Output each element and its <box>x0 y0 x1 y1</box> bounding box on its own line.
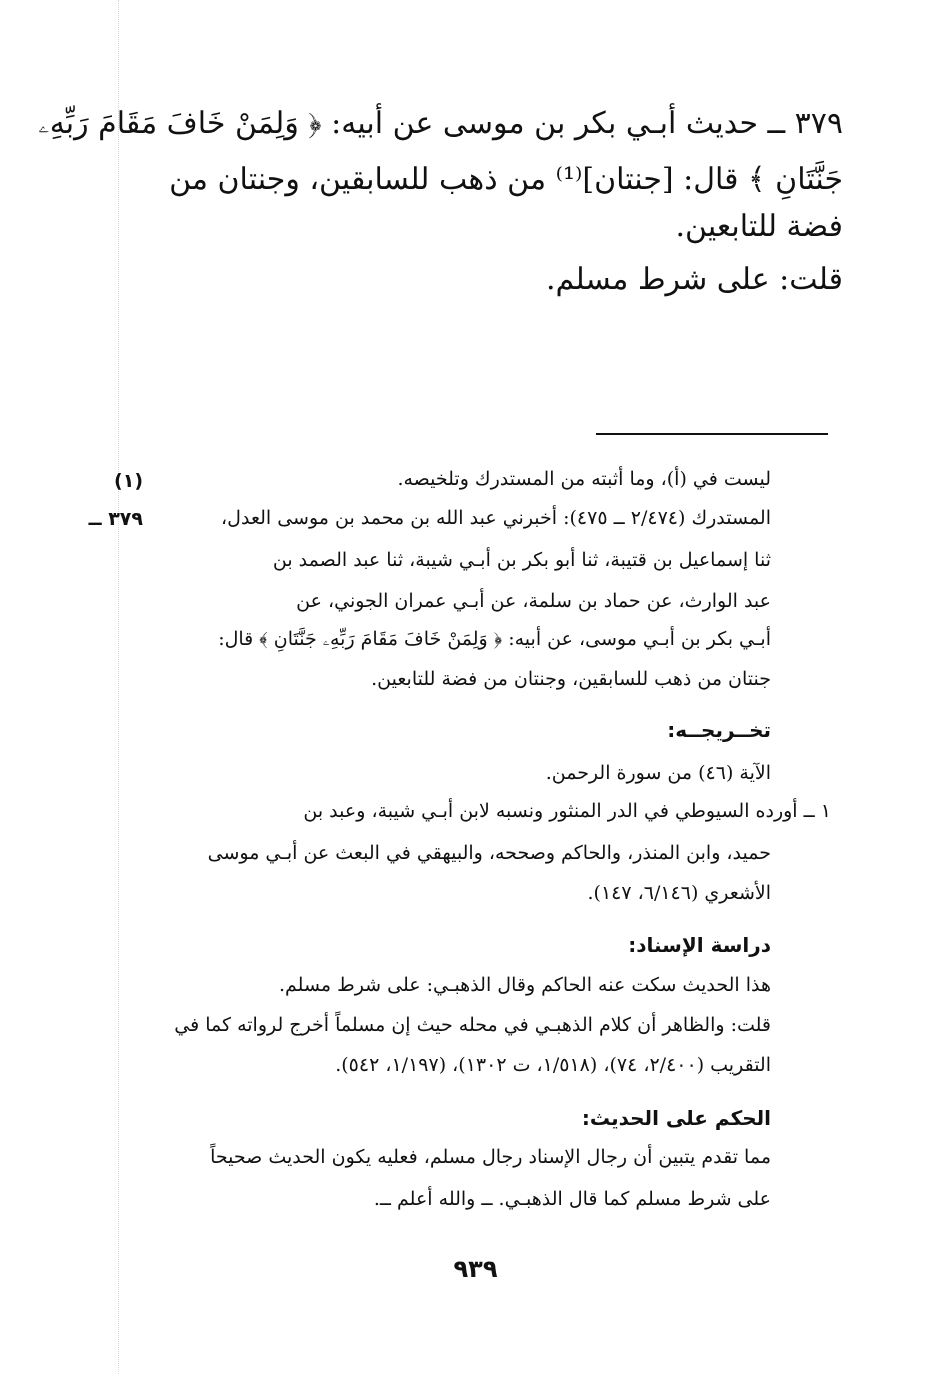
footnote-separator <box>596 433 828 435</box>
hukm-line: مما تقدم يتبين أن رجال الإسناد رجال مسلم، فعليه يكون الحديث صحيحاً <box>210 1146 771 1168</box>
isnad-heading: دراسة الإسناد: <box>628 933 771 957</box>
footnote-379-line: أبـي بكر بن أبـي موسى، عن أبيه: ﴿ وَلِمَنْ خَافَ مَقَامَ رَبِّهِۦ جَنَّتَانِ ﴾ قال: <box>218 628 771 650</box>
takhrij-line: حميد، وابن المنذر، والحاكم وصححه، والبيهقي في البعث عن أبـي موسى <box>207 842 771 864</box>
footnote-379-line: ثنا إسماعيل بن قتيبة، ثنا أبو بكر بن أبـي شيبة، ثنا عبد الصمد بن <box>272 549 771 571</box>
takhrij-line: الآية (٤٦) من سورة الرحمن. <box>545 762 771 784</box>
footnote-379-line: المستدرك (٢/٤٧٤ ــ ٤٧٥): أخبرني عبد الله بن محمد بن موسى العدل، <box>221 507 771 529</box>
main-text-line-3: فضة للتابعين. <box>675 209 843 244</box>
footnote-379-label: ٣٧٩ ــ <box>88 508 143 530</box>
footnote-1-text: ليست في (أ)، وما أثبته من المستدرك وتلخيصه. <box>397 468 771 490</box>
takhrij-line: الأشعري (٦/١٤٦، ١٤٧). <box>587 882 771 904</box>
scan-margin-line <box>118 0 119 1374</box>
takhrij-line: ١ ــ أورده السيوطي في الدر المنثور ونسبه لابن أبـي شيبة، وعبد بن <box>303 800 831 822</box>
isnad-line: التقريب (٢/٤٠٠، ٧٤)، (١/٥١٨، ت ١٣٠٢)، (١/١٩٧، ٥٤٢). <box>335 1054 771 1076</box>
hukm-line: على شرط مسلم كما قال الذهبـي. ــ والله أعلم ــ. <box>373 1188 771 1210</box>
footnote-1-label: (١) <box>114 470 143 492</box>
isnad-line: قلت: والظاهر أن كلام الذهبـي في محله حيث إن مسلماً أخرج لرواته كما في <box>174 1014 771 1036</box>
takhrij-heading: تخــريجــه: <box>667 718 771 742</box>
isnad-line: هذا الحديث سكت عنه الحاكم وقال الذهبـي: على شرط مسلم. <box>278 974 771 996</box>
page-number: ٩٣٩ <box>453 1255 498 1283</box>
hukm-heading: الحكم على الحديث: <box>581 1106 771 1130</box>
footnote-379-line: جنتان من ذهب للسابقين، وجنتان من فضة للتابعين. <box>371 668 771 690</box>
footnote-379-line: عبد الوارث، عن حماد بن سلمة، عن أبـي عمران الجوني، عن <box>296 590 771 612</box>
main-text-line-2: جَنَّتَانِ ﴾ قال: [جنتان]⁽¹⁾ من ذهب للسابقين، وجنتان من <box>169 162 843 197</box>
main-text-line-1: ٣٧٩ ــ حديث أبـي بكر بن موسى عن أبيه: ﴿ وَلِمَنْ خَافَ مَقَامَ رَبِّهِۦ <box>38 106 843 141</box>
main-text-line-4: قلت: على شرط مسلم. <box>546 262 843 297</box>
